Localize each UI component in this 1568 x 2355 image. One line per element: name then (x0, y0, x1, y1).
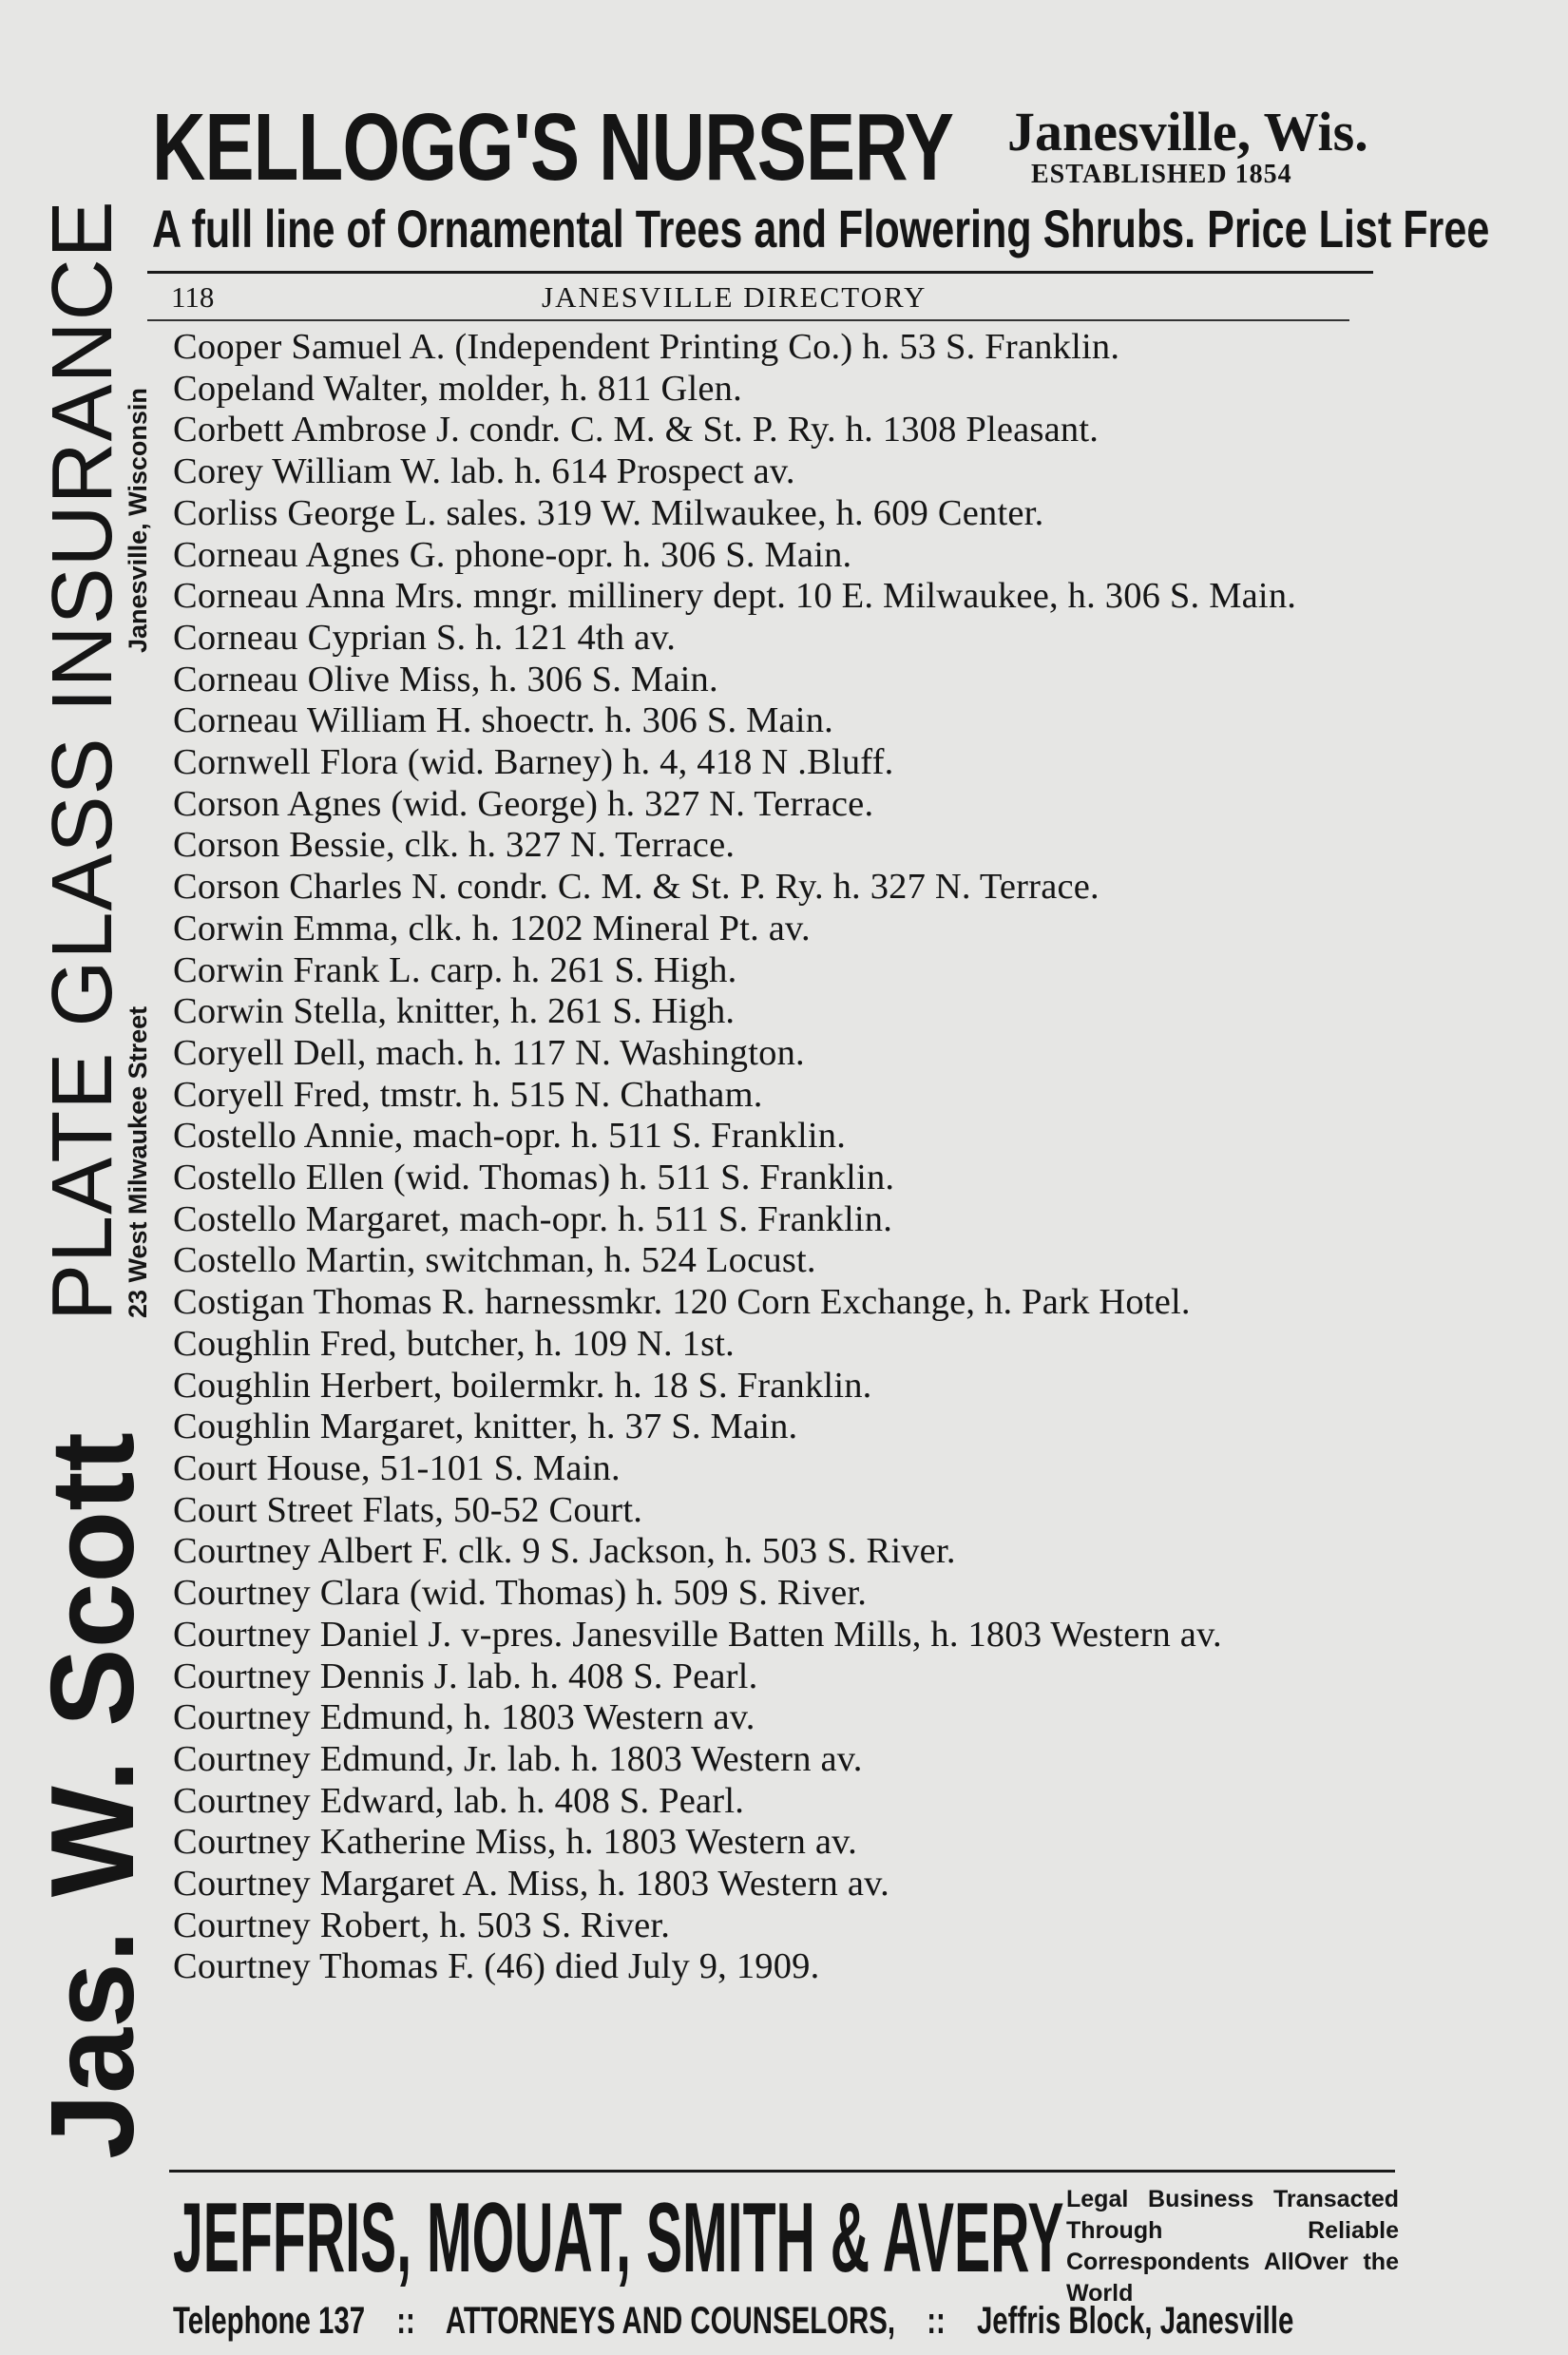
directory-entry: Courtney Edward, lab. h. 408 S. Pearl. (173, 1780, 745, 1821)
side-ad-city: Janesville, Wisconsin (124, 388, 152, 653)
directory-entry: Courtney Clara (wid. Thomas) h. 509 S. River. (173, 1573, 868, 1614)
directory-entry: Corneau Olive Miss, h. 306 S. Main. (173, 659, 718, 699)
directory-entry: Costello Martin, switchman, h. 524 Locust. (173, 1240, 816, 1281)
directory-entry: Coughlin Herbert, boilermkr. h. 18 S. Franklin. (173, 1365, 872, 1406)
law-firm-telephone: Telephone 137 (173, 2300, 366, 2342)
directory-entry: Courtney Albert F. clk. 9 S. Jackson, h. 503 S. River. (173, 1531, 956, 1572)
nursery-established: ESTABLISHED 1854 (1031, 160, 1292, 189)
directory-entry: Cooper Samuel A. (Independent Printing Co.) h. 53 S. Franklin. (173, 327, 1120, 367)
directory-entry: Corneau William H. shoectr. h. 306 S. Main. (173, 700, 833, 741)
directory-entry: Corson Agnes (wid. George) h. 327 N. Terrace. (173, 783, 874, 824)
header-divider (147, 319, 1349, 321)
directory-entry: Corliss George L. sales. 319 W. Milwaukee, h. 609 Center. (173, 492, 1044, 533)
directory-entry: Coughlin Fred, butcher, h. 109 N. 1st. (173, 1323, 736, 1364)
directory-entry: Corwin Emma, clk. h. 1202 Mineral Pt. av. (173, 908, 811, 948)
directory-entry: Coryell Fred, tmstr. h. 515 N. Chatham. (173, 1074, 763, 1115)
nursery-name: KELLOGG'S NURSERY (152, 94, 954, 201)
directory-entry: Courtney Edmund, Jr. lab. h. 1803 Western av. (173, 1738, 863, 1779)
bottom-divider (169, 2170, 1395, 2173)
nursery-city: Janesville, Wis. (1007, 101, 1368, 163)
running-header (171, 279, 1349, 317)
directory-entry: Court House, 51-101 S. Main. (173, 1447, 621, 1488)
scott-plate-glass-advertisement (28, 200, 159, 2159)
directory-entry: Corneau Cyprian S. h. 121 4th av. (173, 617, 677, 658)
page-title: JANESVILLE DIRECTORY (542, 280, 927, 314)
page-number: 118 (171, 280, 215, 314)
directory-entry: Courtney Dennis J. lab. h. 408 S. Pearl. (173, 1656, 758, 1696)
law-firm-contact-line (173, 2298, 1293, 2344)
directory-entry: Courtney Edmund, h. 1803 Western av. (173, 1697, 755, 1738)
side-ad-name: Jas. W. Scott (28, 1432, 159, 2159)
law-firm-note: Legal Business Transacted Through Reliable Correspondents AllOver the World (1066, 2186, 1399, 2307)
directory-entry: Costello Annie, mach-opr. h. 511 S. Franklin. (173, 1116, 847, 1157)
directory-entry: Corneau Agnes G. phone-opr. h. 306 S. Main. (173, 534, 852, 575)
law-firm-profession: ATTORNEYS AND COUNSELORS, (445, 2300, 896, 2342)
directory-entry: Corwin Stella, knitter, h. 261 S. High. (173, 991, 736, 1032)
directory-entry: Costigan Thomas R. harnessmkr. 120 Corn Exchange, h. Park Hotel. (173, 1282, 1191, 1323)
directory-entry: Corneau Anna Mrs. mngr. millinery dept. 10 E. Milwaukee, h. 306 S. Main. (173, 576, 1297, 617)
directory-entry: Courtney Robert, h. 503 S. River. (173, 1905, 671, 1945)
directory-entry: Costello Ellen (wid. Thomas) h. 511 S. Franklin. (173, 1158, 895, 1198)
law-firm-name: JEFFRIS, MOUAT, SMITH & AVERY (173, 2183, 1064, 2293)
law-firm-location: Jeffris Block, Janesville (976, 2300, 1294, 2342)
directory-entry: Courtney Katherine Miss, h. 1803 Western av. (173, 1822, 857, 1863)
directory-entry: Coryell Dell, mach. h. 117 N. Washington. (173, 1032, 805, 1073)
separator: :: (396, 2300, 415, 2342)
kelloggs-nursery-advertisement (152, 94, 1490, 266)
separator: :: (927, 2300, 946, 2342)
directory-entry: Court Street Flats, 50-52 Court. (173, 1489, 643, 1530)
side-ad-address: 23 West Milwaukee Street (124, 1005, 152, 1318)
directory-entry: Corey William W. lab. h. 614 Prospect av. (173, 451, 795, 492)
directory-entry: Corson Bessie, clk. h. 327 N. Terrace. (173, 825, 736, 866)
directory-entry: Coughlin Margaret, knitter, h. 37 S. Main. (173, 1407, 798, 1447)
directory-entry: Copeland Walter, molder, h. 811 Glen. (173, 368, 742, 409)
directory-entry: Corson Charles N. condr. C. M. & St. P. Ry. h. 327 N. Terrace. (173, 867, 1100, 908)
directory-entry: Courtney Thomas F. (46) died July 9, 1909. (173, 1946, 820, 1987)
directory-entry: Corwin Frank L. carp. h. 261 S. High. (173, 949, 737, 990)
directory-listing (173, 327, 1370, 1988)
side-ad-business: PLATE GLASS INSURANCE (35, 200, 130, 1321)
directory-entry: Corbett Ambrose J. condr. C. M. & St. P. Ry. h. 1308 Pleasant. (173, 410, 1100, 450)
directory-entry: Costello Margaret, mach-opr. h. 511 S. Franklin. (173, 1198, 893, 1239)
nursery-tagline: A full line of Ornamental Trees and Flowering Shrubs. Price List Free (152, 199, 1490, 258)
directory-entry: Courtney Margaret A. Miss, h. 1803 Western av. (173, 1864, 889, 1905)
top-divider (147, 271, 1373, 274)
directory-entry: Cornwell Flora (wid. Barney) h. 4, 418 N .Bluff. (173, 742, 894, 783)
directory-entry: Courtney Daniel J. v-pres. Janesville Batten Mills, h. 1803 Western av. (173, 1614, 1222, 1655)
